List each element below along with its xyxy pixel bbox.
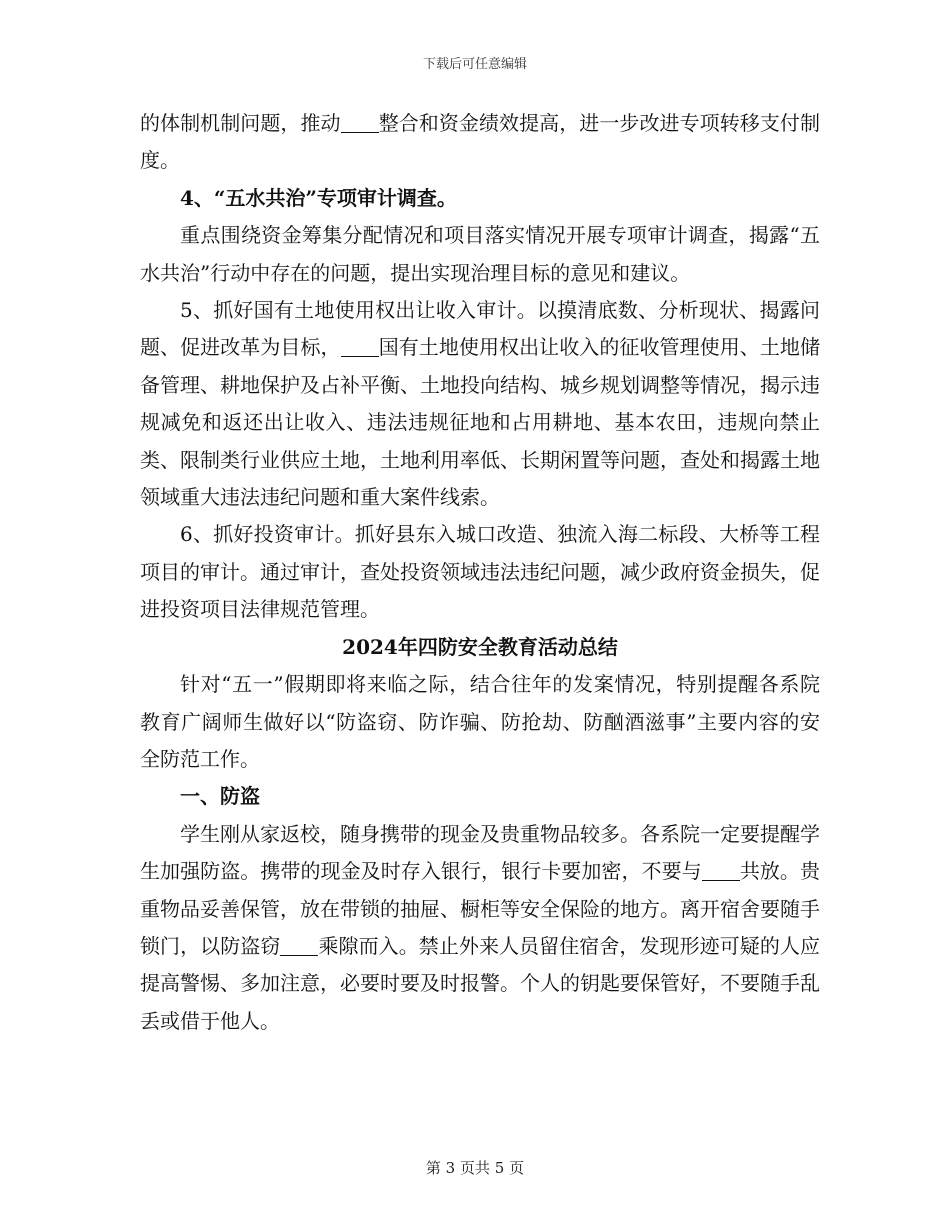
text-run: 学生刚从家返校，随身携带的现金及贵重物品较多。各系院一定要提醒学生加强防盗。携带的现金及时存入银行，银行卡要加密，不要与	[140, 821, 820, 884]
paragraph: 6、抓好投资审计。抓好县东入城口改造、独流入海二标段、大桥等工程项目的审计。通过审计，查处投资领域违法违纪问题，减少政府资金损失，促进投资项目法律规范管理。	[140, 522, 820, 622]
fill-blank	[702, 860, 740, 881]
section-heading: 一、防盗	[180, 784, 260, 809]
section-heading: 4、“五水共治”专项审计调查。	[180, 185, 457, 210]
document-title: 2024年四防安全教育活动总结	[342, 634, 618, 659]
fill-blank	[341, 112, 379, 133]
text-run: 乘隙而入。禁止外来人员留住宿舍，发现形迹可疑的人应提高警惕、多加注意，必要时要及时报警。个人的钥匙要保管好，不要随手乱丢或借于他人。	[140, 933, 820, 1033]
text-run: 5、抓好国有土地使用权出让收入审计。以摸清底数、分析现状、揭露问题、促进改革为目标，	[140, 298, 820, 360]
text-run: 共放。贵重物品妥善保管，放在带锁的抽屉、橱柜等安全保险的地方。离开宿舍要随手锁门，以防盗窃	[140, 859, 820, 958]
paragraph	[140, 292, 820, 516]
text-run: 国有土地使用权出让收入的征收管理使用、土地储备管理、耕地保护及占补平衡、土地投向结构、城乡规划调整等情况，揭示违规减免和返还出让收入、违法违规征地和占用耕地、基本农田，违规向禁止类、限制类行业供应土地，土地利用率低、长期闲置等问题，查处和揭露土地领域重大违法违纪问题和重大案件线索。	[140, 335, 820, 510]
page-header: 下载后可任意编辑	[422, 57, 527, 72]
page-footer: 第 3 页共 5 页	[425, 1159, 525, 1177]
fill-blank	[341, 336, 379, 357]
text-run: 的体制机制问题，推动	[140, 111, 341, 135]
paragraph	[140, 816, 820, 1040]
paragraph: 重点围绕资金筹集分配情况和项目落实情况开展专项审计调查，揭露“五水共治”行动中存在的问题，提出实现治理目标的意见和建议。	[140, 223, 820, 285]
fill-blank	[280, 935, 318, 956]
text-run: 整合和资金绩效提高，进一步改进专项转移支付制度。	[140, 111, 820, 173]
paragraph	[140, 105, 820, 180]
document-body	[140, 105, 820, 1040]
paragraph: 针对“五一”假期即将来临之际，结合往年的发案情况，特别提醒各系院教育广阔师生做好以“防盗窃、防诈骗、防抢劫、防酗酒滋事”主要内容的安全防范工作。	[140, 672, 820, 771]
